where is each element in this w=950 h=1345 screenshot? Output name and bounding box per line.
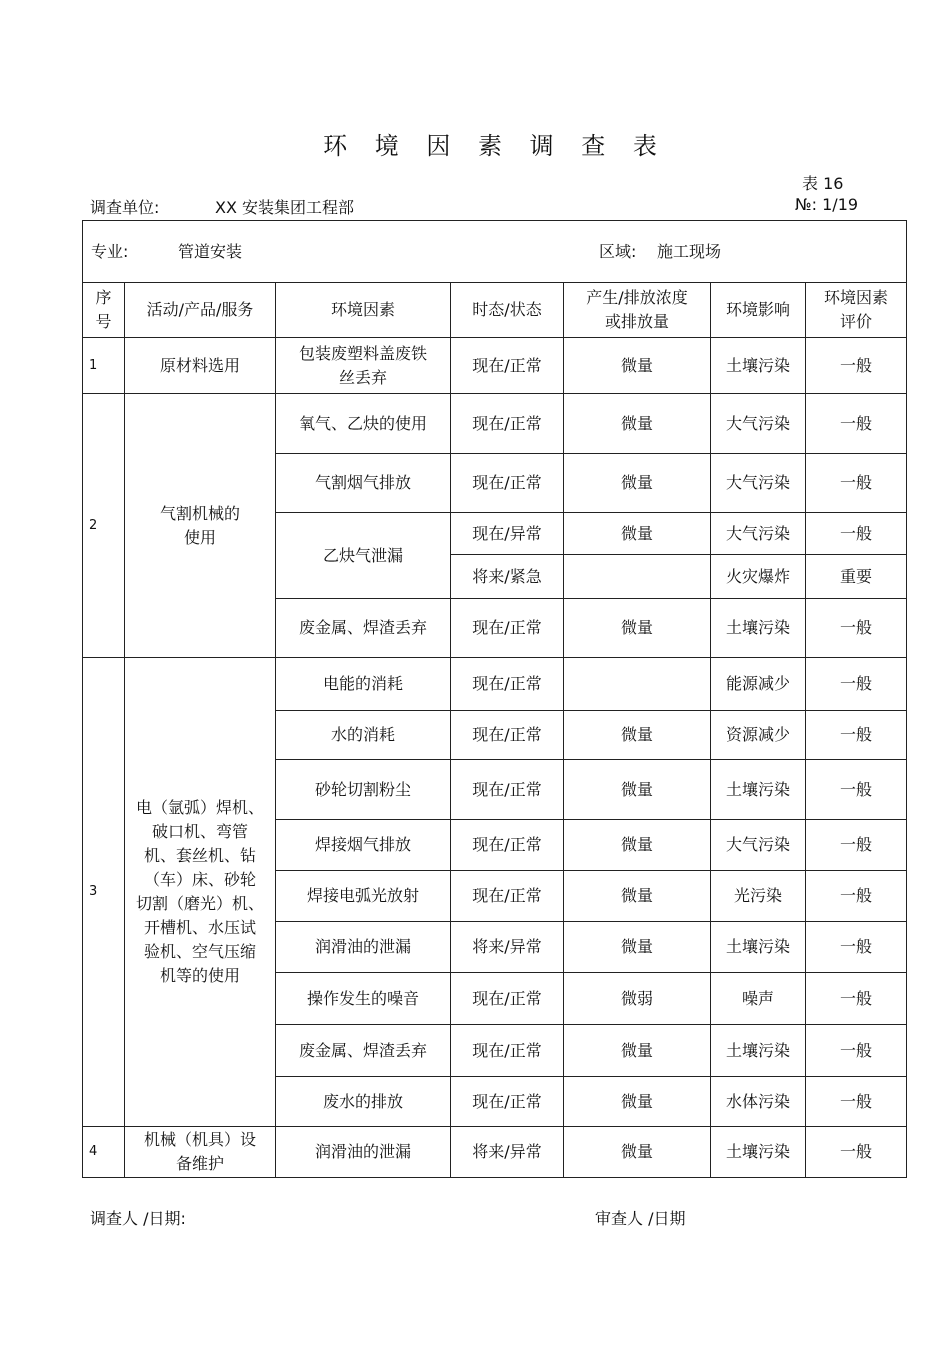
reviewer-label: 审查人 /日期 (595, 1209, 686, 1228)
row-factor: 焊接电弧光放射 (276, 871, 451, 922)
row-factor: 乙炔气泄漏 (276, 513, 451, 599)
row-state: 现在/正常 (451, 760, 564, 820)
row-factor: 操作发生的噪音 (276, 973, 451, 1025)
row-evaluation: 一般 (806, 338, 907, 394)
row-state: 现在/正常 (451, 1077, 564, 1127)
row-amount: 微量 (564, 1077, 711, 1127)
row-impact: 能源减少 (711, 658, 806, 711)
table-row (83, 1127, 907, 1178)
row-evaluation: 一般 (806, 658, 907, 711)
row-factor: 电能的消耗 (276, 658, 451, 711)
area-label: 区域: (599, 241, 637, 261)
row-impact: 土壤污染 (711, 599, 806, 658)
row-amount: 微量 (564, 760, 711, 820)
header-state: 时态/状态 (451, 283, 564, 338)
row-evaluation: 一般 (806, 1025, 907, 1077)
row-impact: 光污染 (711, 871, 806, 922)
row-amount: 微量 (564, 338, 711, 394)
row-state: 现在/正常 (451, 658, 564, 711)
form-number: 表 16 (802, 174, 844, 193)
info-row (83, 221, 907, 283)
row-impact: 土壤污染 (711, 760, 806, 820)
row-activity: 电（氩弧）焊机、 破口机、弯管 机、套丝机、钻 （车）床、砂轮 切割（磨光）机、 开槽机、水压试 验机、空气压缩 机等的使用 (125, 658, 276, 1127)
row-impact: 大气污染 (711, 513, 806, 555)
row-state: 现在/正常 (451, 1025, 564, 1077)
header-seq: 序 号 (83, 283, 125, 338)
row-impact: 土壤污染 (711, 338, 806, 394)
row-impact: 资源减少 (711, 711, 806, 760)
row-amount: 微量 (564, 871, 711, 922)
survey-table (82, 220, 907, 1178)
row-state: 现在/正常 (451, 599, 564, 658)
row-evaluation: 一般 (806, 711, 907, 760)
row-evaluation: 一般 (806, 454, 907, 513)
row-amount: 微量 (564, 922, 711, 973)
row-factor: 水的消耗 (276, 711, 451, 760)
row-factor: 氧气、乙炔的使用 (276, 394, 451, 454)
row-evaluation: 一般 (806, 973, 907, 1025)
row-state: 将来/异常 (451, 1127, 564, 1178)
row-impact: 大气污染 (711, 454, 806, 513)
row-impact: 土壤污染 (711, 1127, 806, 1178)
row-state: 现在/正常 (451, 394, 564, 454)
header-amount: 产生/排放浓度 或排放量 (564, 283, 711, 338)
row-evaluation: 一般 (806, 394, 907, 454)
row-amount: 微量 (564, 1127, 711, 1178)
row-activity: 机械（机具）设 备维护 (125, 1127, 276, 1178)
row-state: 现在/正常 (451, 871, 564, 922)
row-evaluation: 一般 (806, 820, 907, 871)
row-seq: 1 (83, 338, 125, 394)
row-seq: 2 (83, 394, 125, 658)
table-row (83, 338, 907, 394)
survey-unit-value: XX 安装集团工程部 (215, 198, 355, 217)
row-impact: 土壤污染 (711, 1025, 806, 1077)
row-evaluation: 重要 (806, 555, 907, 599)
row-state: 现在/异常 (451, 513, 564, 555)
row-evaluation: 一般 (806, 760, 907, 820)
row-seq: 3 (83, 658, 125, 1127)
row-state: 现在/正常 (451, 973, 564, 1025)
row-amount (564, 658, 711, 711)
table-row (83, 658, 907, 711)
row-activity: 原材料选用 (125, 338, 276, 394)
row-amount: 微量 (564, 1025, 711, 1077)
row-amount: 微量 (564, 820, 711, 871)
row-amount: 微量 (564, 513, 711, 555)
row-impact: 大气污染 (711, 820, 806, 871)
row-impact: 水体污染 (711, 1077, 806, 1127)
row-factor: 润滑油的泄漏 (276, 1127, 451, 1178)
row-state: 将来/紧急 (451, 555, 564, 599)
row-evaluation: 一般 (806, 871, 907, 922)
info-cell (83, 221, 907, 283)
row-seq: 4 (83, 1127, 125, 1178)
row-state: 现在/正常 (451, 711, 564, 760)
row-evaluation: 一般 (806, 1077, 907, 1127)
row-impact: 噪声 (711, 973, 806, 1025)
table-row (83, 394, 907, 454)
row-factor: 气割烟气排放 (276, 454, 451, 513)
row-amount: 微量 (564, 711, 711, 760)
row-factor: 废金属、焊渣丢弃 (276, 599, 451, 658)
page-number: №: 1/19 (795, 195, 859, 214)
row-evaluation: 一般 (806, 599, 907, 658)
row-state: 现在/正常 (451, 454, 564, 513)
survey-unit-label: 调查单位: (90, 198, 160, 217)
header-evaluation: 环境因素 评价 (806, 283, 907, 338)
row-evaluation: 一般 (806, 1127, 907, 1178)
area-value: 施工现场 (657, 241, 722, 261)
row-amount: 微弱 (564, 973, 711, 1025)
row-amount: 微量 (564, 454, 711, 513)
specialty-value: 管道安装 (178, 241, 243, 261)
row-amount (564, 555, 711, 599)
investigator-label: 调查人 /日期: (90, 1209, 186, 1228)
header-activity: 活动/产品/服务 (125, 283, 276, 338)
header-factor: 环境因素 (276, 283, 451, 338)
row-impact: 大气污染 (711, 394, 806, 454)
row-state: 现在/正常 (451, 820, 564, 871)
row-amount: 微量 (564, 599, 711, 658)
row-factor: 砂轮切割粉尘 (276, 760, 451, 820)
row-amount: 微量 (564, 394, 711, 454)
row-factor: 焊接烟气排放 (276, 820, 451, 871)
row-factor: 包装废塑料盖废铁 丝丢弃 (276, 338, 451, 394)
row-evaluation: 一般 (806, 513, 907, 555)
row-factor: 润滑油的泄漏 (276, 922, 451, 973)
row-factor: 废金属、焊渣丢弃 (276, 1025, 451, 1077)
header-impact: 环境影响 (711, 283, 806, 338)
row-evaluation: 一般 (806, 922, 907, 973)
specialty-label: 专业: (91, 241, 129, 261)
row-impact: 土壤污染 (711, 922, 806, 973)
header-row (83, 283, 907, 338)
row-impact: 火灾爆炸 (711, 555, 806, 599)
row-state: 现在/正常 (451, 338, 564, 394)
row-state: 将来/异常 (451, 922, 564, 973)
row-factor: 废水的排放 (276, 1077, 451, 1127)
row-activity: 气割机械的 使用 (125, 394, 276, 658)
page-title: 环 境 因 素 调 查 表 (323, 132, 667, 160)
